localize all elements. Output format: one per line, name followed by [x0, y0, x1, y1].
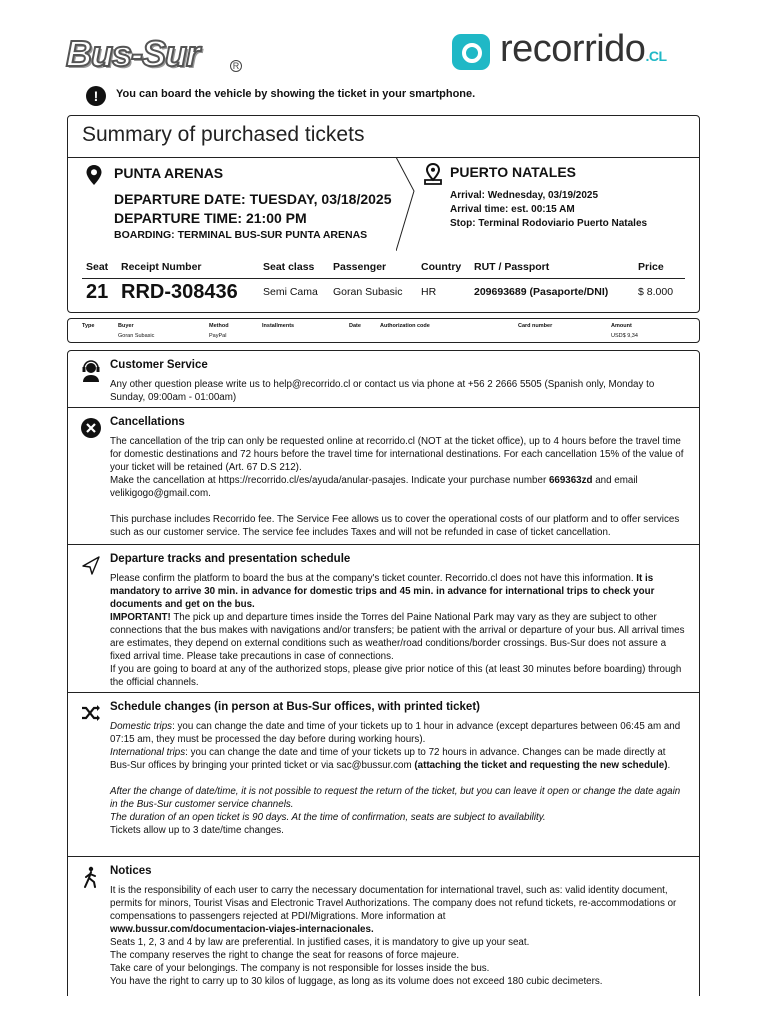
col-passenger: Passenger: [333, 261, 387, 273]
departure-title: Departure tracks and presentation schedule: [110, 553, 351, 565]
cancellations-section: [67, 407, 700, 545]
navigation-arrow-icon: [80, 554, 102, 576]
boarding-location: BOARDING: TERMINAL BUS-SUR PUNTA ARENAS: [114, 229, 368, 241]
pay-col-installments: Installments: [262, 323, 295, 329]
cancellations-p3: This purchase includes Recorrido fee. The Service Fee allows us to cover the operational costs of our platform and to offer services such as our customer service. The service fee includes Taxes and will not be refunded in case of ticket cancellation.: [110, 514, 680, 538]
cancellations-body: [110, 435, 685, 539]
international-text: : you can change the date and time of your tickets up to 72 hours in advance. Changes can be made directly at Bus-Sur offices by bringing your printed ticket or via sac@bussur.com: [110, 747, 666, 771]
col-passport: RUT / Passport: [474, 261, 550, 273]
walking-person-icon: [80, 866, 102, 888]
col-receipt: Receipt Number: [121, 261, 202, 273]
schedule-changes-title: Schedule changes (in person at Bus-Sur offices, with printed ticket): [110, 701, 480, 713]
recorrido-tld: .CL: [645, 48, 667, 64]
cancellations-title: Cancellations: [110, 416, 185, 428]
pay-method: PayPal: [209, 333, 227, 339]
location-pin-icon: [85, 164, 103, 186]
pay-col-card: Card number: [518, 323, 553, 329]
schedule-changes-section: [67, 692, 700, 857]
country-value: HR: [421, 286, 437, 298]
schedule-p3: After the change of date/time, it is not possible to request the return of the ticket, but you can leave it open or change the date again in the Bus-Sur customer service channels.: [110, 786, 681, 810]
recorrido-word: recorrido: [500, 28, 646, 70]
bus-sur-logo-text: Bus-Sur: [66, 33, 200, 74]
domestic-label: Domestic trips: [110, 721, 173, 732]
purchase-number: 669363zd: [548, 475, 593, 486]
col-country: Country: [421, 261, 462, 273]
pay-col-auth: Authorization code: [380, 323, 430, 329]
pay-col-type: Type: [82, 323, 95, 329]
departure-p2-text: The pick up and departure times inside the Torres del Paine National Park may vary as they are subject to other connections that the bus makes with navigations and/or transfers; be patient with the arrival or departure of your bus. All arrival times are estimates, they depend on external conditions such as weather/road conditions/border crossings. Bus-Sur does not assure a fixed arrival time. Please take precautions in case of connections.: [110, 612, 685, 662]
origin-city: PUNTA ARENAS: [114, 165, 224, 181]
pay-amount: USD$ 9,34: [611, 333, 638, 339]
pay-buyer: Goran Subasic: [118, 333, 155, 339]
headset-icon: [80, 360, 102, 382]
pay-col-date: Date: [349, 323, 361, 329]
departure-p1b: It is mandatory to arrive 30 min. in advance for domestic trips and 45 min. in advance for international trips to check your documents and get on the bus.: [110, 573, 655, 610]
notices-p3: The company reserves the right to change the seat for reasons of force majeure.: [110, 950, 460, 961]
arrival-date: Arrival: Wednesday, 03/19/2025: [450, 190, 599, 201]
seat-class-value: Semi Cama: [263, 286, 318, 298]
summary-title: Summary of purchased tickets: [82, 123, 365, 146]
notices-link[interactable]: www.bussur.com/documentacion-viajes-internacionales.: [110, 924, 374, 935]
cancellations-p2: [110, 474, 685, 500]
departure-p1: [110, 572, 685, 611]
pay-col-amount: Amount: [611, 323, 632, 329]
summary-divider: [68, 157, 699, 158]
notices-p4: Take care of your belongings. The company is not responsible for losses inside the bus.: [110, 963, 490, 974]
departure-section: [67, 544, 700, 693]
passport-value: 209693689 (Pasaporte/DNI): [474, 286, 609, 298]
col-price: Price: [638, 261, 664, 273]
receipt-number: RRD-308436: [121, 281, 238, 303]
passenger-value: Goran Subasic: [333, 286, 403, 298]
price-value: $ 8.000: [638, 286, 674, 298]
exclamation-icon: !: [86, 86, 106, 106]
departure-body: [110, 572, 685, 689]
arrival-stop: Stop: Terminal Rodoviario Puerto Natales: [450, 218, 648, 229]
bus-sur-logo: [66, 34, 246, 74]
important-label: IMPORTANT!: [110, 612, 171, 623]
ticket-summary: [67, 115, 700, 313]
schedule-p4: The duration of an open ticket is 90 days. At the time of confirmation, seats are subject to availability.: [110, 812, 546, 823]
cancellations-p2a: Make the cancellation at https://recorrido.cl/es/ayuda/anular-pasajes. Indicate your purchase number: [110, 475, 549, 486]
recorrido-logo: [452, 28, 712, 72]
departure-time: DEPARTURE TIME: 21:00 PM: [114, 210, 307, 226]
col-seat-class: Seat class: [263, 261, 315, 273]
departure-p2: [110, 611, 685, 663]
departure-date: DEPARTURE DATE: TUESDAY, 03/18/2025: [114, 191, 392, 207]
international-bold: (attaching the ticket and requesting the new schedule): [414, 760, 668, 771]
recorrido-logo-text: [500, 28, 667, 71]
schedule-p5: Tickets allow up to 3 date/time changes.: [110, 825, 284, 836]
seat-number: 21: [86, 281, 109, 303]
notices-p1: It is the responsibility of each user to carry the necessary documentation for international travel, such as: valid identity document, permits for minors, Tourist Visas and Electronic Travel Authorizations. The company does not refund tickets, re-accommodations or compensations to passengers rejected at PDI/Migrations. More information at: [110, 885, 677, 922]
schedule-changes-body: [110, 720, 685, 837]
cancel-x-icon: [80, 417, 102, 439]
recorrido-logo-icon: [452, 34, 490, 70]
table-divider: [82, 278, 685, 279]
notices-p2: Seats 1, 2, 3 and 4 by law are preferential. In justified cases, it is mandatory to give up your seat.: [110, 937, 530, 948]
shuffle-icon: [80, 702, 102, 724]
customer-service-section: [67, 350, 700, 408]
notice-text: You can board the vehicle by showing the ticket in your smartphone.: [116, 88, 476, 100]
pay-col-buyer: Buyer: [118, 323, 134, 329]
customer-service-text: Any other question please write us to help@recorrido.cl or contact us via phone at +56 2 2666 5505 (Spanish only, Monday to Sunday, 09:00am - 01:00am): [110, 379, 655, 403]
destination-city: PUERTO NATALES: [450, 164, 577, 180]
col-seat: Seat: [86, 261, 109, 273]
notices-title: Notices: [110, 865, 152, 877]
payment-details: [67, 318, 700, 343]
notices-body: [110, 884, 685, 988]
domestic-text: : you can change the date and time of your tickets up to 1 hour in advance (except departures between 06:45 am and 07:15 am, they must be processed the day before during working hours).: [110, 721, 681, 745]
destination-pin-icon: [422, 163, 444, 185]
international-trips: [110, 746, 685, 772]
international-label: International trips: [110, 747, 186, 758]
route-chevron: [396, 157, 416, 251]
pay-col-method: Method: [209, 323, 229, 329]
departure-p3: If you are going to board at any of the authorized stops, please give prior notice of this (at least 30 minutes before boarding) through the official channels.: [110, 664, 682, 688]
customer-service-title: Customer Service: [110, 359, 208, 371]
international-end: .: [667, 760, 671, 771]
domestic-trips: [110, 720, 685, 746]
arrival-time: Arrival time: est. 00:15 AM: [450, 204, 575, 215]
registered-icon: R: [230, 60, 242, 72]
cancellations-p2b: and email velikigogo@gmail.com.: [110, 475, 638, 499]
departure-p1a: Please confirm the platform to board the bus at the company's ticket counter. Recorrido.cl does not have this information.: [110, 573, 637, 584]
smartphone-notice: [86, 86, 686, 106]
cancellations-p1: The cancellation of the trip can only be requested online at recorrido.cl (NOT at the ticket office), up to 4 hours before the travel time for domestic destinations and 72 hours before the travel time for international destinations. For each cancellation 15% of the value of your ticket will be retained (Art. 67 D.S 212).: [110, 436, 684, 473]
notices-section: [67, 856, 700, 996]
notices-p5: You have the right to carry up to 30 kilos of luggage, as long as its volume does not exceed 180 cubic decimeters.: [110, 976, 603, 987]
